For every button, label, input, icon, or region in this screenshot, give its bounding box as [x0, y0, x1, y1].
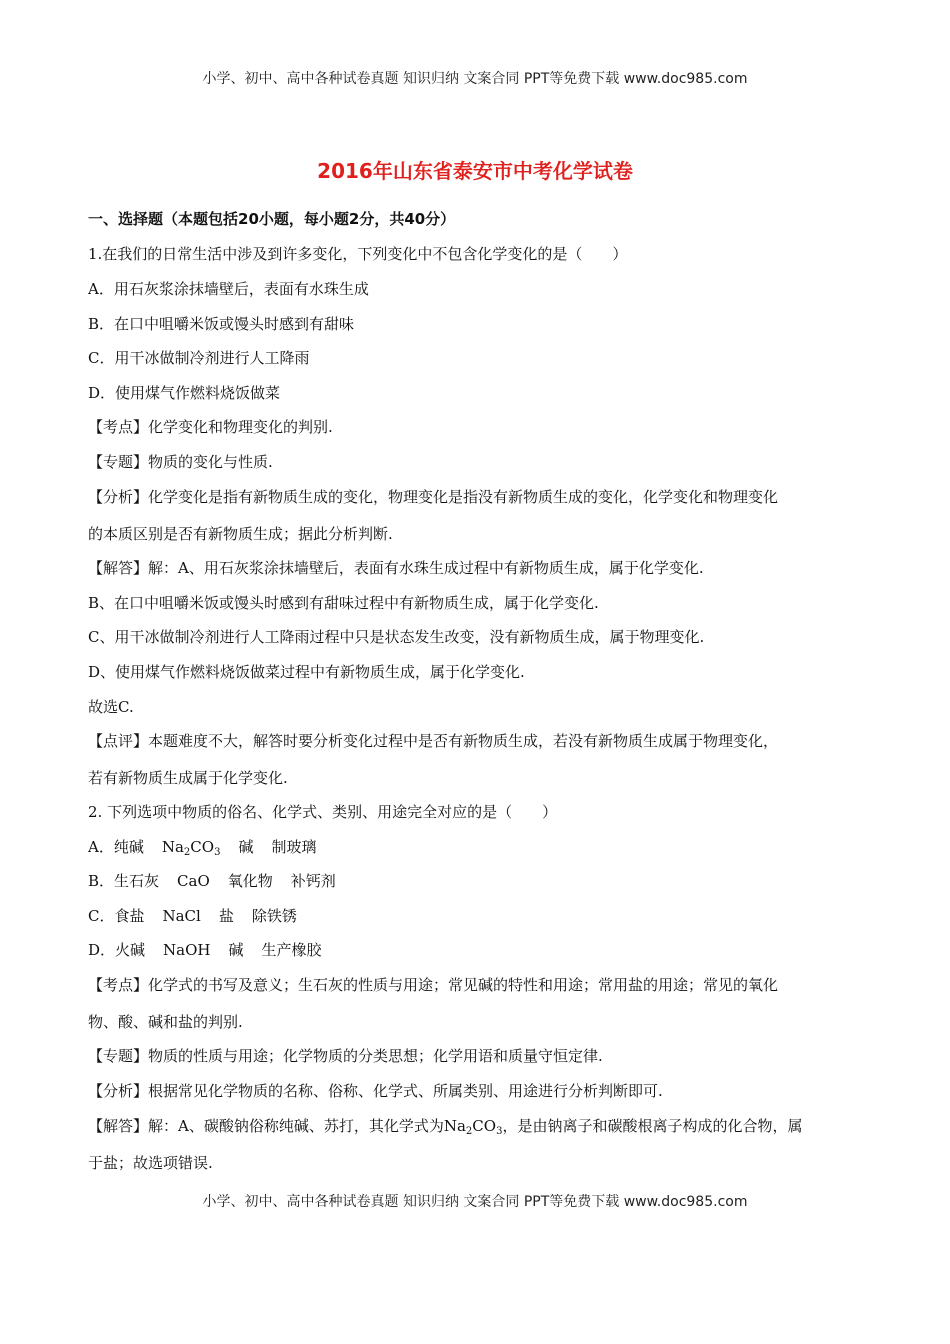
q1-jieda-4: D、使用煤气作燃料烧饭做菜过程中有新物质生成，属于化学变化.: [88, 663, 525, 681]
q1-jieda-3: C、用干冰做制冷剂进行人工降雨过程中只是状态发生改变，没有新物质生成，属于物理变化.: [88, 628, 705, 646]
q2-option-d: D．火碱 NaOH 碱 生产橡胶: [88, 941, 322, 959]
section-heading: 一、选择题（本题包括20小题，每小题2分，共40分）: [88, 210, 456, 228]
q1-zhuanti: 【专题】物质的变化与性质.: [88, 453, 273, 471]
q1-option-b: B．在口中咀嚼米饭或馒头时感到有甜味: [88, 315, 355, 333]
q2-option-a: A．纯碱 $Na_2CO_3$ 碱 制玻璃: [88, 838, 317, 858]
q2-stem: 2. 下列选项中物质的俗名、化学式、类别、用途完全对应的是（ ）: [88, 803, 558, 821]
q2-jieda-1: 【解答】解：A、碳酸钠俗称纯碱、苏打，其化学式为$Na_2CO_3$，是由钠离子和碳酸根离子构成的化合物，属: [88, 1117, 803, 1137]
q1-kaodian: 【考点】化学变化和物理变化的判别.: [88, 418, 333, 436]
page-footer: 小学、初中、高中各种试卷真题 知识归纳 文案合同 PPT等免费下载 www.doc985.com: [202, 1194, 748, 1210]
q2-kaodian-1: 【考点】化学式的书写及意义；生石灰的性质与用途；常见碱的特性和用途；常用盐的用途；常见的氧化: [88, 976, 779, 994]
q2-fenxi: 【分析】根据常见化学物质的名称、俗称、化学式、所属类别、用途进行分析判断即可.: [88, 1082, 663, 1100]
q1-fenxi-2: 的本质区别是否有新物质生成；据此分析判断.: [88, 525, 393, 543]
q1-option-a: A．用石灰浆涂抹墙壁后，表面有水珠生成: [88, 280, 369, 298]
q2-kaodian-2: 物、酸、碱和盐的判别.: [88, 1013, 243, 1031]
page-header: 小学、初中、高中各种试卷真题 知识归纳 文案合同 PPT等免费下载 www.doc985.com: [202, 71, 748, 87]
q1-jieda-1: 【解答】解：A、用石灰浆涂抹墙壁后，表面有水珠生成过程中有新物质生成，属于化学变化.: [88, 559, 704, 577]
q1-stem: 1.在我们的日常生活中涉及到许多变化，下列变化中不包含化学变化的是（ ）: [88, 245, 628, 263]
q1-answer: 故选C.: [88, 698, 134, 716]
q2-a-formula: $Na_2CO_3$: [161, 838, 221, 858]
q1-fenxi-1: 【分析】化学变化是指有新物质生成的变化，物理变化是指没有新物质生成的变化，化学变化和物理变化: [88, 488, 779, 506]
q1-dianping-2: 若有新物质生成属于化学变化.: [88, 769, 288, 787]
q1-option-c: C．用干冰做制冷剂进行人工降雨: [88, 349, 310, 367]
q2-jieda-2: 于盐；故选项错误.: [88, 1154, 213, 1172]
q2-option-c: C．食盐 NaCl 盐 除铁锈: [88, 907, 297, 925]
q1-option-d: D．使用煤气作燃料烧饭做菜: [88, 384, 281, 402]
q2-option-b: B．生石灰 CaO 氧化物 补钙剂: [88, 872, 336, 890]
q1-dianping-1: 【点评】本题难度不大，解答时要分析变化过程中是否有新物质生成，若没有新物质生成属于物理变化，: [88, 732, 779, 750]
q2-zhuanti: 【专题】物质的性质与用途；化学物质的分类思想；化学用语和质量守恒定律.: [88, 1047, 603, 1065]
q1-jieda-2: B、在口中咀嚼米饭或馒头时感到有甜味过程中有新物质生成，属于化学变化.: [88, 594, 599, 612]
page-title: 2016年山东省泰安市中考化学试卷: [317, 159, 633, 183]
